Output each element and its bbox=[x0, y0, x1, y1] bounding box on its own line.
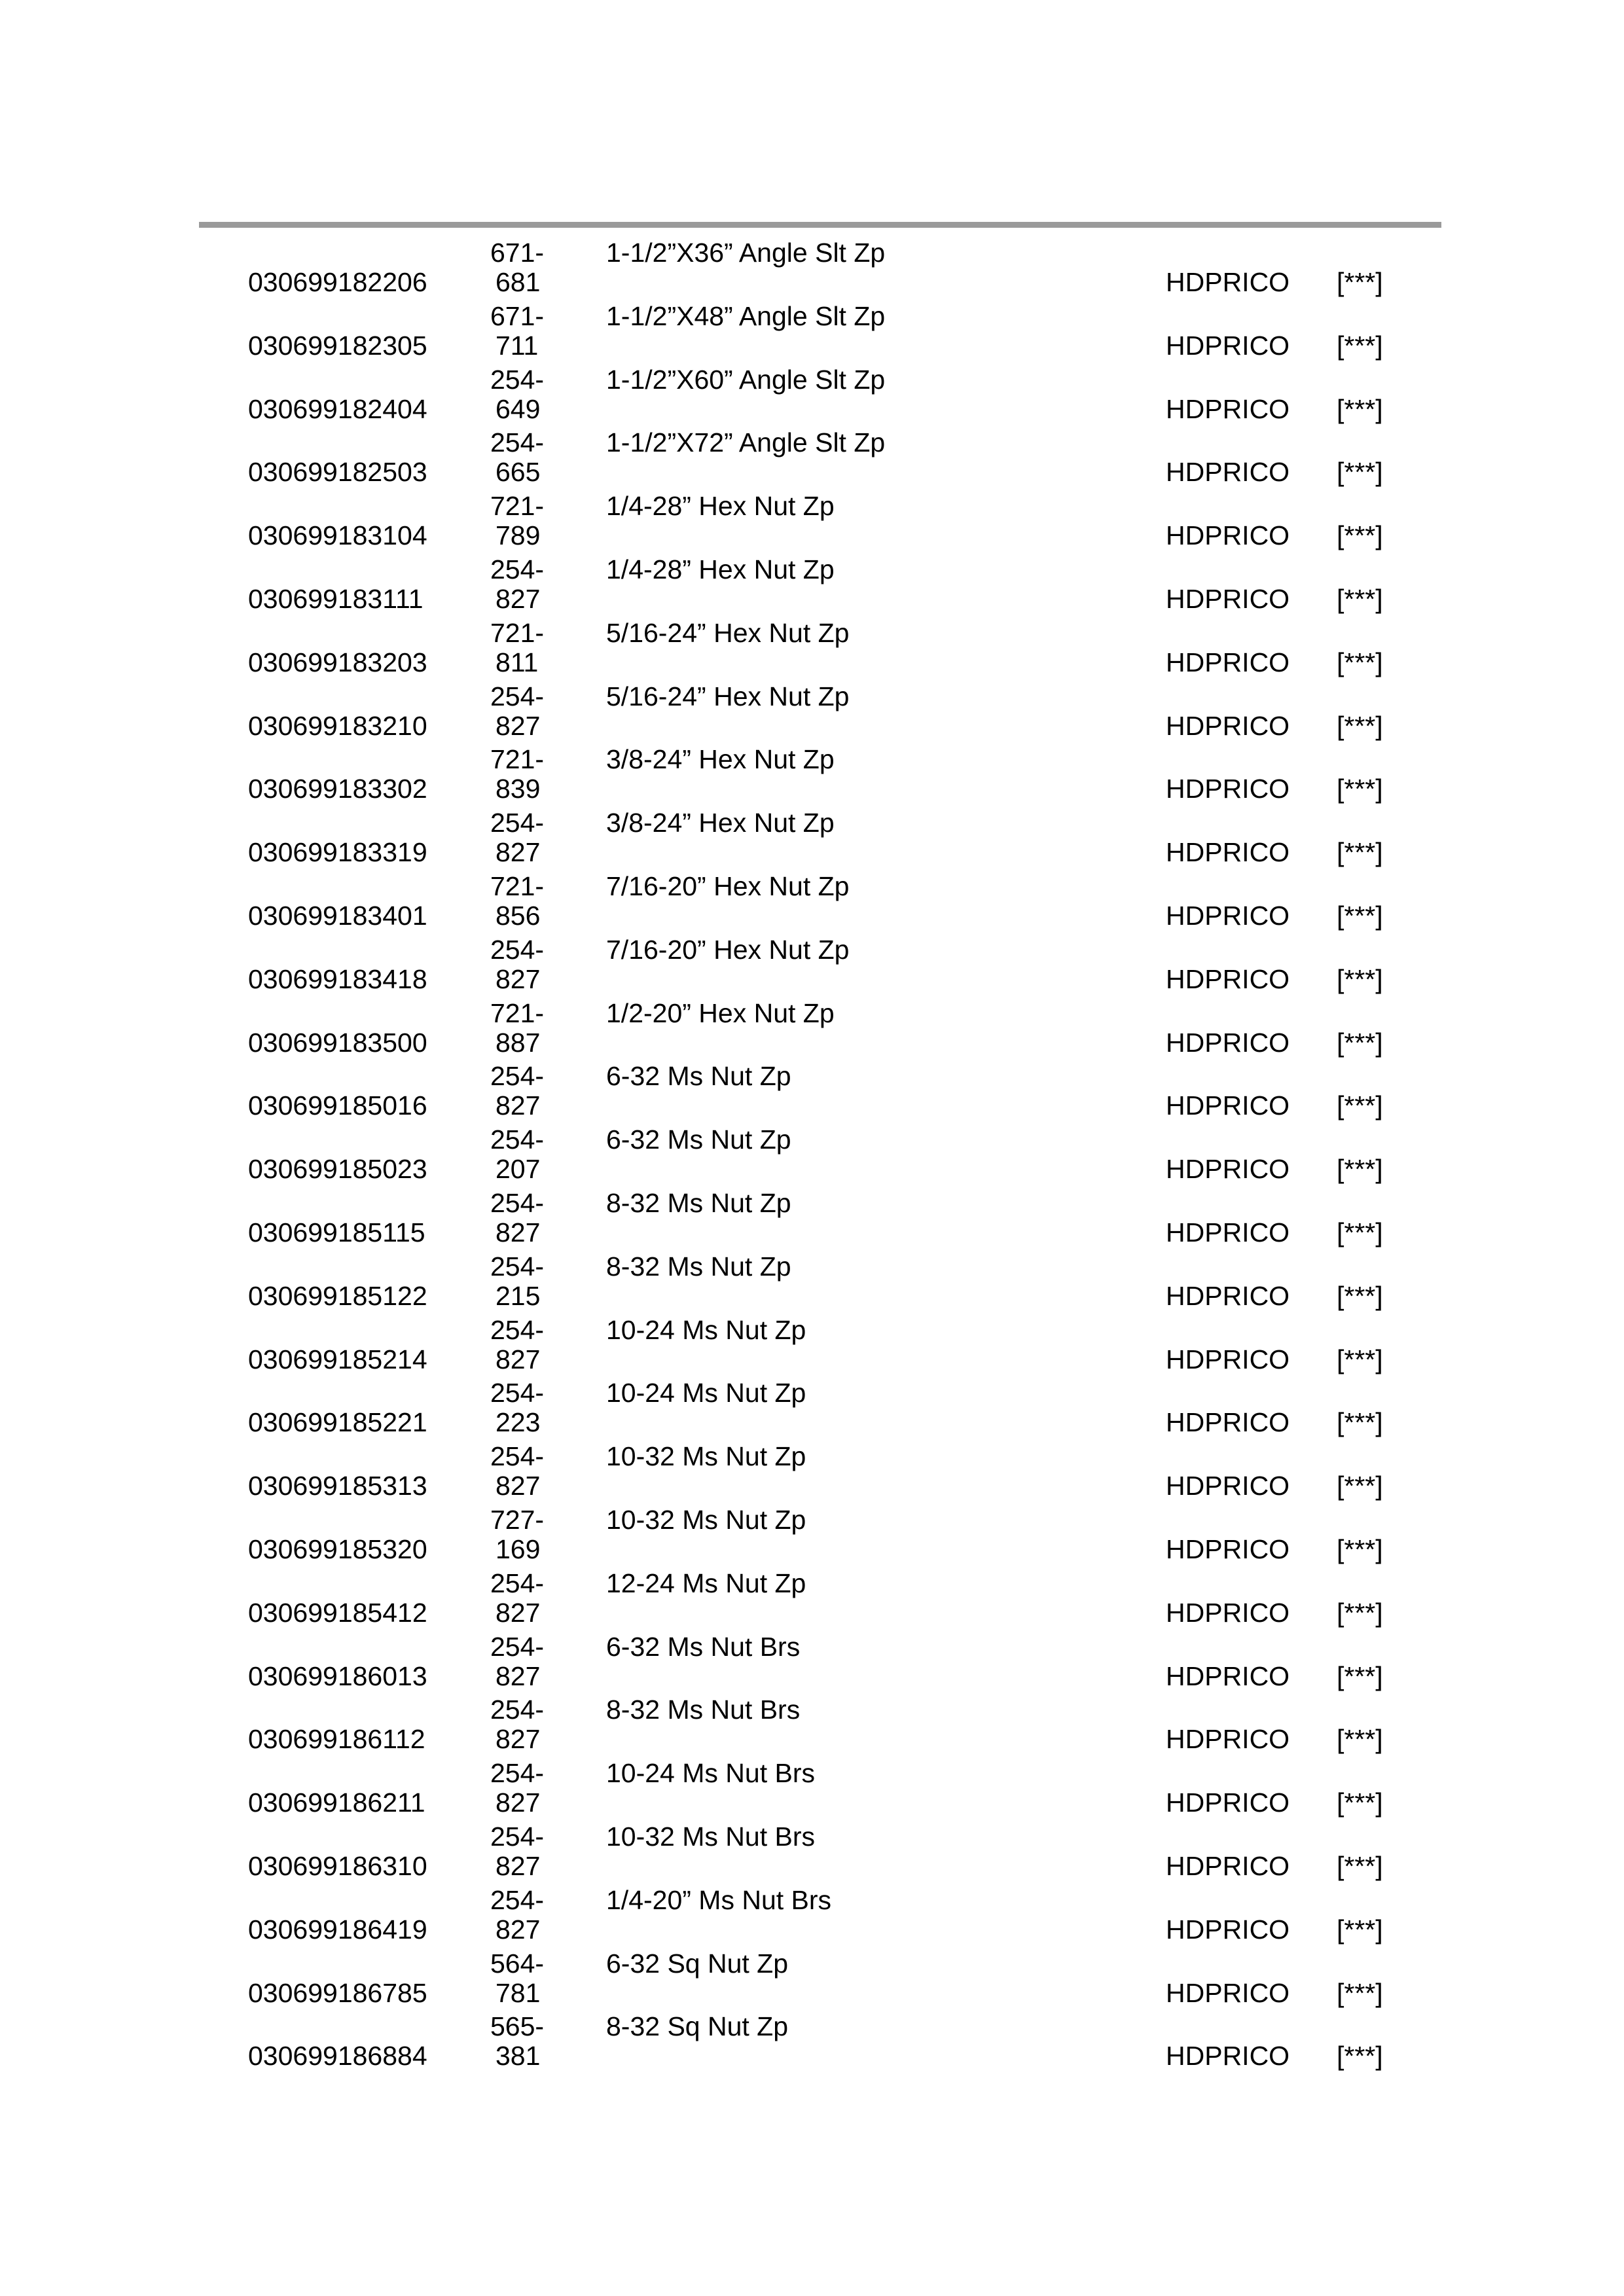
vendor-code: HDPRICO bbox=[1166, 647, 1290, 677]
sku-suffix: 215 bbox=[496, 1280, 541, 1311]
table-row bbox=[0, 1504, 1624, 1568]
vendor-code: HDPRICO bbox=[1166, 1344, 1290, 1374]
sku-prefix: 721- bbox=[490, 617, 545, 648]
redacted-price: [***] bbox=[1337, 647, 1383, 677]
vendor-code: HDPRICO bbox=[1166, 900, 1290, 931]
sku-suffix: 781 bbox=[496, 1977, 541, 2008]
table-row bbox=[0, 1757, 1624, 1821]
sku-prefix: 254- bbox=[490, 1061, 545, 1092]
vendor-code: HDPRICO bbox=[1166, 1027, 1290, 1058]
item-code: 030699186310 bbox=[248, 1850, 427, 1881]
table-row bbox=[0, 237, 1624, 300]
item-description: 10-24 Ms Nut Brs bbox=[606, 1758, 815, 1789]
table-row bbox=[0, 1948, 1624, 2011]
sku-prefix: 721- bbox=[490, 870, 545, 901]
item-code: 030699182206 bbox=[248, 267, 427, 297]
vendor-code: HDPRICO bbox=[1166, 1787, 1290, 1818]
table-row bbox=[0, 1314, 1624, 1378]
sku-suffix: 649 bbox=[496, 393, 541, 424]
vendor-code: HDPRICO bbox=[1166, 1597, 1290, 1628]
item-description: 10-24 Ms Nut Zp bbox=[606, 1378, 806, 1408]
redacted-price: [***] bbox=[1337, 457, 1383, 488]
vendor-code: HDPRICO bbox=[1166, 2041, 1290, 2072]
sku-prefix: 254- bbox=[490, 1187, 545, 1218]
table-row bbox=[0, 1187, 1624, 1251]
sku-prefix: 254- bbox=[490, 554, 545, 584]
item-description: 1-1/2”X72” Angle Slt Zp bbox=[606, 427, 886, 458]
redacted-price: [***] bbox=[1337, 774, 1383, 804]
item-description: 8-32 Ms Nut Zp bbox=[606, 1251, 791, 1282]
item-code: 030699185221 bbox=[248, 1407, 427, 1438]
item-description: 7/16-20” Hex Nut Zp bbox=[606, 934, 850, 965]
table-row bbox=[0, 1694, 1624, 1757]
vendor-code: HDPRICO bbox=[1166, 330, 1290, 361]
sku-suffix: 827 bbox=[496, 710, 541, 741]
item-description: 1-1/2”X48” Angle Slt Zp bbox=[606, 300, 886, 331]
vendor-code: HDPRICO bbox=[1166, 1090, 1290, 1121]
redacted-price: [***] bbox=[1337, 1597, 1383, 1628]
item-code: 030699183500 bbox=[248, 1027, 427, 1058]
redacted-price: [***] bbox=[1337, 520, 1383, 551]
vendor-code: HDPRICO bbox=[1166, 837, 1290, 868]
sku-suffix: 811 bbox=[496, 647, 539, 677]
item-description: 3/8-24” Hex Nut Zp bbox=[606, 744, 835, 775]
item-description: 6-32 Ms Nut Brs bbox=[606, 1631, 801, 1662]
redacted-price: [***] bbox=[1337, 963, 1383, 994]
redacted-price: [***] bbox=[1337, 1344, 1383, 1374]
sku-suffix: 827 bbox=[496, 1660, 541, 1691]
sku-suffix: 827 bbox=[496, 1090, 541, 1121]
sku-suffix: 827 bbox=[496, 1217, 541, 1247]
table-row bbox=[0, 1821, 1624, 1884]
item-description: 3/8-24” Hex Nut Zp bbox=[606, 808, 835, 838]
item-code: 030699186211 bbox=[248, 1787, 425, 1818]
table-row bbox=[0, 617, 1624, 681]
sku-prefix: 254- bbox=[490, 681, 545, 711]
redacted-price: [***] bbox=[1337, 1914, 1383, 1945]
vendor-code: HDPRICO bbox=[1166, 1724, 1290, 1755]
item-code: 030699185412 bbox=[248, 1597, 427, 1628]
item-description: 8-32 Ms Nut Zp bbox=[606, 1187, 791, 1218]
item-description: 5/16-24” Hex Nut Zp bbox=[606, 681, 850, 711]
item-description: 1/2-20” Hex Nut Zp bbox=[606, 997, 835, 1028]
sku-prefix: 721- bbox=[490, 997, 545, 1028]
top-divider-rule bbox=[199, 222, 1441, 228]
sku-prefix: 254- bbox=[490, 808, 545, 838]
item-description: 10-32 Ms Nut Brs bbox=[606, 1821, 815, 1852]
sku-prefix: 254- bbox=[490, 1821, 545, 1852]
sku-suffix: 827 bbox=[496, 1344, 541, 1374]
redacted-price: [***] bbox=[1337, 267, 1383, 297]
sku-suffix: 827 bbox=[496, 1914, 541, 1945]
redacted-price: [***] bbox=[1337, 710, 1383, 741]
item-code: 030699183104 bbox=[248, 520, 427, 551]
table-row bbox=[0, 1884, 1624, 1948]
vendor-code: HDPRICO bbox=[1166, 393, 1290, 424]
table-row bbox=[0, 1377, 1624, 1441]
sku-prefix: 564- bbox=[490, 1948, 545, 1979]
vendor-code: HDPRICO bbox=[1166, 1977, 1290, 2008]
vendor-code: HDPRICO bbox=[1166, 1407, 1290, 1438]
item-code: 030699186884 bbox=[248, 2041, 427, 2072]
item-description: 6-32 Sq Nut Zp bbox=[606, 1948, 789, 1979]
vendor-code: HDPRICO bbox=[1166, 1914, 1290, 1945]
redacted-price: [***] bbox=[1337, 1027, 1383, 1058]
redacted-price: [***] bbox=[1337, 1471, 1383, 1501]
sku-suffix: 827 bbox=[496, 1724, 541, 1755]
redacted-price: [***] bbox=[1337, 1407, 1383, 1438]
sku-prefix: 727- bbox=[490, 1504, 545, 1535]
sku-prefix: 721- bbox=[490, 744, 545, 775]
vendor-code: HDPRICO bbox=[1166, 267, 1290, 297]
item-description: 8-32 Sq Nut Zp bbox=[606, 2011, 789, 2042]
table-row bbox=[0, 870, 1624, 934]
redacted-price: [***] bbox=[1337, 1154, 1383, 1185]
table-row bbox=[0, 1251, 1624, 1314]
item-description: 6-32 Ms Nut Zp bbox=[606, 1061, 791, 1092]
sku-suffix: 207 bbox=[496, 1154, 541, 1185]
sku-prefix: 254- bbox=[490, 1631, 545, 1662]
redacted-price: [***] bbox=[1337, 900, 1383, 931]
item-code: 030699182503 bbox=[248, 457, 427, 488]
sku-suffix: 827 bbox=[496, 1850, 541, 1881]
table-row bbox=[0, 997, 1624, 1061]
item-code: 030699186013 bbox=[248, 1660, 427, 1691]
vendor-code: HDPRICO bbox=[1166, 1534, 1290, 1564]
sku-prefix: 565- bbox=[490, 2011, 545, 2042]
sku-prefix: 721- bbox=[490, 491, 545, 522]
table-row bbox=[0, 681, 1624, 744]
sku-suffix: 827 bbox=[496, 1471, 541, 1501]
sku-suffix: 827 bbox=[496, 583, 541, 614]
item-description: 5/16-24” Hex Nut Zp bbox=[606, 617, 850, 648]
redacted-price: [***] bbox=[1337, 393, 1383, 424]
item-description: 10-32 Ms Nut Zp bbox=[606, 1504, 806, 1535]
item-code: 030699185122 bbox=[248, 1280, 427, 1311]
redacted-price: [***] bbox=[1337, 837, 1383, 868]
sku-suffix: 827 bbox=[496, 1597, 541, 1628]
item-description: 7/16-20” Hex Nut Zp bbox=[606, 870, 850, 901]
sku-suffix: 856 bbox=[496, 900, 541, 931]
vendor-code: HDPRICO bbox=[1166, 457, 1290, 488]
sku-prefix: 254- bbox=[490, 364, 545, 395]
vendor-code: HDPRICO bbox=[1166, 520, 1290, 551]
table-row bbox=[0, 1060, 1624, 1124]
redacted-price: [***] bbox=[1337, 1977, 1383, 2008]
item-code: 030699183203 bbox=[248, 647, 427, 677]
table-row bbox=[0, 934, 1624, 997]
vendor-code: HDPRICO bbox=[1166, 1280, 1290, 1311]
redacted-price: [***] bbox=[1337, 1660, 1383, 1691]
sku-suffix: 169 bbox=[496, 1534, 541, 1564]
item-code: 030699185115 bbox=[248, 1217, 425, 1247]
sku-suffix: 827 bbox=[496, 963, 541, 994]
vendor-code: HDPRICO bbox=[1166, 1850, 1290, 1881]
table-row bbox=[0, 554, 1624, 617]
item-code: 030699186785 bbox=[248, 1977, 427, 2008]
table-row bbox=[0, 490, 1624, 554]
item-description: 1-1/2”X36” Angle Slt Zp bbox=[606, 238, 886, 268]
sku-suffix: 681 bbox=[496, 267, 541, 297]
sku-prefix: 254- bbox=[490, 1441, 545, 1472]
sku-prefix: 254- bbox=[490, 1314, 545, 1345]
table-row bbox=[0, 744, 1624, 807]
sku-suffix: 789 bbox=[496, 520, 541, 551]
item-description: 10-24 Ms Nut Zp bbox=[606, 1314, 806, 1345]
item-code: 030699183319 bbox=[248, 837, 427, 868]
item-description: 10-32 Ms Nut Zp bbox=[606, 1441, 806, 1472]
table-row bbox=[0, 1631, 1624, 1695]
redacted-price: [***] bbox=[1337, 1534, 1383, 1564]
redacted-price: [***] bbox=[1337, 330, 1383, 361]
vendor-code: HDPRICO bbox=[1166, 1471, 1290, 1501]
table-row bbox=[0, 364, 1624, 427]
item-code: 030699183210 bbox=[248, 710, 427, 741]
table-row bbox=[0, 300, 1624, 364]
sku-prefix: 254- bbox=[490, 427, 545, 458]
item-code: 030699185023 bbox=[248, 1154, 427, 1185]
item-description: 1/4-28” Hex Nut Zp bbox=[606, 554, 835, 584]
sku-suffix: 665 bbox=[496, 457, 541, 488]
vendor-code: HDPRICO bbox=[1166, 1217, 1290, 1247]
item-code: 030699183418 bbox=[248, 963, 427, 994]
item-code: 030699183302 bbox=[248, 774, 427, 804]
redacted-price: [***] bbox=[1337, 1724, 1383, 1755]
redacted-price: [***] bbox=[1337, 2041, 1383, 2072]
redacted-price: [***] bbox=[1337, 1217, 1383, 1247]
vendor-code: HDPRICO bbox=[1166, 1660, 1290, 1691]
sku-prefix: 254- bbox=[490, 934, 545, 965]
sku-suffix: 827 bbox=[496, 1787, 541, 1818]
table-row bbox=[0, 427, 1624, 490]
item-table bbox=[0, 237, 1624, 2074]
sku-prefix: 254- bbox=[490, 1124, 545, 1155]
item-code: 030699185016 bbox=[248, 1090, 427, 1121]
sku-suffix: 223 bbox=[496, 1407, 541, 1438]
vendor-code: HDPRICO bbox=[1166, 710, 1290, 741]
sku-prefix: 254- bbox=[490, 1758, 545, 1789]
item-code: 030699183111 bbox=[248, 583, 424, 614]
redacted-price: [***] bbox=[1337, 1090, 1383, 1121]
vendor-code: HDPRICO bbox=[1166, 963, 1290, 994]
item-description: 8-32 Ms Nut Brs bbox=[606, 1695, 801, 1725]
sku-prefix: 671- bbox=[490, 300, 545, 331]
sku-suffix: 839 bbox=[496, 774, 541, 804]
item-code: 030699185313 bbox=[248, 1471, 427, 1501]
item-code: 030699185320 bbox=[248, 1534, 427, 1564]
item-description: 6-32 Ms Nut Zp bbox=[606, 1124, 791, 1155]
table-row bbox=[0, 2011, 1624, 2074]
item-code: 030699186419 bbox=[248, 1914, 427, 1945]
sku-suffix: 711 bbox=[496, 330, 539, 361]
item-code: 030699182404 bbox=[248, 393, 427, 424]
item-code: 030699185214 bbox=[248, 1344, 427, 1374]
item-code: 030699183401 bbox=[248, 900, 427, 931]
redacted-price: [***] bbox=[1337, 1787, 1383, 1818]
vendor-code: HDPRICO bbox=[1166, 1154, 1290, 1185]
vendor-code: HDPRICO bbox=[1166, 774, 1290, 804]
item-code: 030699186112 bbox=[248, 1724, 425, 1755]
redacted-price: [***] bbox=[1337, 1280, 1383, 1311]
item-code: 030699182305 bbox=[248, 330, 427, 361]
item-description: 1-1/2”X60” Angle Slt Zp bbox=[606, 364, 886, 395]
table-row bbox=[0, 1441, 1624, 1504]
item-description: 1/4-20” Ms Nut Brs bbox=[606, 1884, 832, 1915]
sku-prefix: 254- bbox=[490, 1884, 545, 1915]
sku-prefix: 254- bbox=[490, 1251, 545, 1282]
sku-prefix: 254- bbox=[490, 1568, 545, 1598]
table-row bbox=[0, 1568, 1624, 1631]
redacted-price: [***] bbox=[1337, 1850, 1383, 1881]
sku-suffix: 381 bbox=[496, 2041, 541, 2072]
sku-prefix: 254- bbox=[490, 1378, 545, 1408]
item-description: 1/4-28” Hex Nut Zp bbox=[606, 491, 835, 522]
redacted-price: [***] bbox=[1337, 583, 1383, 614]
sku-suffix: 887 bbox=[496, 1027, 541, 1058]
sku-prefix: 671- bbox=[490, 238, 545, 268]
sku-suffix: 827 bbox=[496, 837, 541, 868]
sku-prefix: 254- bbox=[490, 1695, 545, 1725]
table-row bbox=[0, 807, 1624, 870]
item-description: 12-24 Ms Nut Zp bbox=[606, 1568, 806, 1598]
vendor-code: HDPRICO bbox=[1166, 583, 1290, 614]
table-row bbox=[0, 1124, 1624, 1187]
